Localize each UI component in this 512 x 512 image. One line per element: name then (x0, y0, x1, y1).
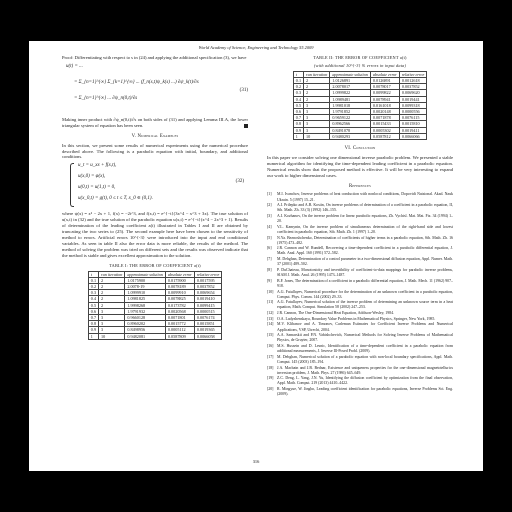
table-caption: TABLE I: THE ERROR OF COEFFICIENT a(t) (109, 262, 201, 268)
table-caption: TABLE II: THE ERROR OF COEFFICIENT a(t) (313, 55, 407, 60)
column-header: t (88, 271, 98, 277)
table-cell: 0.0069620 (399, 90, 426, 96)
paper-page (29, 41, 483, 471)
reference-item (267, 246, 453, 256)
table-cell: 3 (99, 314, 125, 320)
reference-item (267, 376, 453, 386)
column-header: run iteration (304, 71, 330, 77)
proof-end (62, 117, 248, 129)
reference-text: J.R. Cannon, The One-Dimensional Heat Equation, Addison-Wesley, 1984. (277, 311, 395, 316)
table-cell: 0.0175900 (165, 277, 194, 283)
table-cell: 0.5 (293, 102, 303, 108)
table-cell: 2 (99, 290, 125, 296)
table-cell: 0.5 (88, 302, 98, 308)
table-cell: 0.0020568 (165, 308, 194, 314)
table-cell: 0.0078189 (165, 283, 194, 289)
reference-tag: [3] (267, 214, 272, 219)
reference-item (267, 279, 453, 289)
table-cell: 0.0015772 (165, 321, 194, 327)
reference-text: M.I. Ivanchov, Inverse problems of heat conduction with nonlocal conditions, Dopovidi Natsional. Akad. Nauk Ukrain. 5 (1997) 15–21. (277, 192, 453, 202)
table-cell: 0.0071878 (370, 115, 399, 121)
reference-item (267, 192, 453, 202)
table-cell: 0.8498956 (125, 327, 166, 333)
table-cell: 0.9659122 (330, 115, 371, 121)
table-cell: 1.0989481 (330, 96, 371, 102)
table-cell: 0.0587809 (165, 333, 194, 339)
table-cell: 0.8962566 (330, 121, 371, 127)
section-heading: V. Numerical Examples (131, 133, 179, 139)
table-cell: 1 (88, 333, 98, 339)
qed-mark (244, 124, 248, 128)
reference-tag: [5] (267, 235, 272, 240)
table-cell: 0.9 (88, 327, 98, 333)
table-cell: 0.8960202 (125, 321, 166, 327)
table-cell: 1.9791852 (330, 109, 371, 115)
running-header: World Academy of Science, Engineering and Technology 55 2009 (198, 45, 314, 50)
column-header: t (293, 71, 303, 77)
table-cell: 0.8491078 (330, 127, 371, 133)
table-row (88, 333, 221, 339)
reference-item (267, 300, 453, 310)
table-cell: 0.9480293 (330, 133, 371, 139)
column-header: relative error (399, 71, 426, 77)
reference-tag: [17] (267, 354, 274, 359)
reference-item (267, 322, 453, 332)
table-cell: 0.0020148 (370, 109, 399, 115)
table-cell: 2 (99, 277, 125, 283)
table-cell: 1.9981018 (330, 102, 371, 108)
right-column (267, 55, 453, 398)
proof-intro: Proof: Differentiating with respect to s in (24) and applying the additional specification (3), we have (62, 55, 247, 60)
table-cell: 0.0019410 (194, 296, 221, 302)
reference-text: M.V. Klibanov and A. Timonov, Carleman Estimates for Coefficient Inverse Problems and Numerical Applications, VSP, Utrecht, 2004. (277, 322, 453, 332)
reference-tag: [18] (267, 365, 274, 370)
table-cell: 2 (99, 302, 125, 308)
table-cell: 0.3 (88, 290, 98, 296)
table-cell: 0.0071801 (165, 314, 194, 320)
column-header: run iteration (99, 271, 125, 277)
table-cell: 0.1 (293, 78, 303, 84)
column-header: absolute error (370, 71, 399, 77)
table-cell: 2.0078017 (330, 84, 371, 90)
reference-item (267, 257, 453, 267)
reference-tag: [20] (267, 387, 274, 392)
table-cell: 3 (304, 109, 330, 115)
table-subcaption: (with additional 10^{-3} % errors in input data) (313, 62, 407, 68)
reference-item (267, 236, 453, 246)
table-cell: 2 (304, 90, 330, 96)
table-cell: 0.9 (293, 127, 303, 133)
reference-text: M.S. Hussein and D. Lesnic, Identification of a time-dependent coefficient in a parabolic equation from additional measurements, J. Inverse Ill-Posed Probl. (2009). (277, 344, 453, 354)
table-cell: 1.0175900 (125, 277, 166, 283)
table-cell: 0.6 (88, 308, 98, 314)
table-cell: 1.0999822 (330, 90, 371, 96)
equation-number: (31) (239, 87, 248, 93)
table-cell: 2 (99, 283, 125, 289)
column-header: approximate solution (125, 271, 166, 277)
table-1 (88, 271, 222, 340)
reference-text: A.A. Samarskii and P.N. Vabishchevich, Numerical Methods for Solving Inverse Problems of Mathematical Physics, de Gruyter, 2007. (277, 333, 453, 343)
table-cell: 3 (304, 121, 330, 127)
reference-tag: [12] (267, 311, 274, 316)
column-header: approximate solution (330, 71, 371, 77)
reference-tag: [7] (267, 257, 272, 262)
equation-line: u(x_0,t) = g(t), 0 ≤ t ≤ T, x_0 ∈ (0,1). (78, 196, 153, 202)
table-cell: 0.0005112 (165, 327, 194, 333)
equation-line: = Σ_{n=1}^{∞} ... ∂ψ_n(0,t)/∂s (74, 95, 138, 101)
reference-text: V.L. Kamynin, On the inverse problem of simultaneous determination of the right-hand side and lowest coefficient in parabolic equation, Sib. Math. Zh. 1 (1997) 1–20. (277, 224, 453, 234)
table-cell: 0.0099910 (165, 290, 194, 296)
table-cell: 0.0019441 (399, 96, 426, 102)
equation-line: u(x,0) = φ(x), (78, 174, 106, 180)
equation-31 (62, 64, 248, 114)
reference-item (267, 333, 453, 343)
table-cell: 1.0126891 (330, 78, 371, 84)
table-cell: 0.9660128 (125, 314, 166, 320)
reference-item (267, 387, 453, 397)
reference-item (267, 203, 453, 213)
table-cell: 0.0099822 (370, 90, 399, 96)
paragraph: where ψ(x) = x² − 2x + 1, f(x) = −2t^3, and f(x,t) = e^{−t}(3x^4 − x^3 + 3x). The true solution of u(x,t) in (32) and the true solution of the parabolic equation u(x,t) = e^{−t}(x^4 − 2x^3 + 1). Results of determination of the leading coefficient a(t) illustrated in Tables I and II are obtained by truncating the two series to (25). The second example here have been chosen to the sensitivity of method to errors. Artificial errors 10^{-3} were introduced into the input and end conditional variables. As seen in table II also the error data is more reliable, the results of the method. The method of solving the problem was tried on different sets and the results was observed indicate that the method is stable and gives excellent approximation to the solution. (62, 211, 248, 258)
table-cell: 0.3 (293, 90, 303, 96)
reference-text: P. DuChateau, Monotonicity and invertibility of coefficient-to-data mappings for parabolic inverse problems, SIAM J. Math. Anal. 26 (1995) 1473–1487. (277, 267, 453, 278)
table-cell: 0.0069654 (194, 290, 221, 296)
equation-line: u_t = u_xx + f(x,t), (78, 163, 117, 169)
proof-end-text: Making inner product with ∂ψ_n(0,t)/∂s on both sides of (31) and applying Lemma III.A, the lower triangular system of equation has been seen. (62, 116, 248, 128)
equation-32 (70, 163, 248, 207)
table-body (88, 277, 221, 339)
table-cell: 0.1 (88, 277, 98, 283)
table-cell: 0.0015433 (370, 121, 399, 127)
brace (70, 163, 74, 207)
reference-list (267, 192, 453, 397)
table-cell: 0.2 (293, 84, 303, 90)
column-header: relative error (194, 271, 221, 277)
reference-text: A.I. Kozhanov, On the inverse problem for linear parabolic equations, Zh. Vychisl. Mat. Mat. Fiz. 34 (1994) 1–20. (277, 214, 453, 224)
table-cell: 0.0019365 (194, 327, 221, 333)
table-cell: 10 (99, 333, 125, 339)
reference-tag: [1] (267, 192, 272, 197)
table-cell: 2 (304, 78, 330, 84)
table-2 (293, 71, 427, 140)
table-cell: 0.0076115 (399, 115, 426, 121)
table-cell: 0.0099318 (399, 102, 426, 108)
table-row (293, 133, 426, 139)
table-cell: 0.7 (88, 314, 98, 320)
table-header-row (88, 271, 221, 277)
table-cell: 0.0587812 (370, 133, 399, 139)
reference-tag: [2] (267, 203, 272, 208)
reference-text: N.Ya. Beznoshchenko, Determination of coefficients of higher terms in a parabolic equation, Sib. Math. Zh. 16 (1975) 473–482. (277, 235, 453, 245)
equation-line: = Σ_{n=1}^{∞} Σ_{k=1}^{∞} ... (f_n(s,t)ψ_k(s) ...) ∂ψ_k(t)/∂s (74, 79, 199, 85)
reference-tag: [10] (267, 289, 274, 294)
reference-item (267, 268, 453, 278)
table-cell: 0.4 (293, 96, 303, 102)
table-cell: 2 (304, 96, 330, 102)
table-cell: 10 (304, 133, 330, 139)
table-cell: 0.0126891 (370, 78, 399, 84)
reference-text: A.I. Prilepko and A.B. Kostin, On inverse problems of determination of a coefficient in a parabolic equation, II, Sib. Math. Zh. 33 (3) (1992) 146–155. (277, 203, 453, 213)
table-cell: 1 (293, 133, 303, 139)
table-cell: 0.0015851 (194, 321, 221, 327)
table-cell: 2 (304, 84, 330, 90)
reference-tag: [4] (267, 224, 272, 229)
reference-item (267, 225, 453, 235)
table-cell: 0.0017595 (194, 277, 221, 283)
reference-item (267, 366, 453, 376)
table-cell: 1.9998268 (125, 302, 166, 308)
table-cell: 0.0078017 (370, 84, 399, 90)
reference-tag: [9] (267, 278, 272, 283)
table-cell: 0.0173782 (165, 302, 194, 308)
table-cell: 2.0078-19 (125, 283, 166, 289)
table-cell: 2 (99, 296, 125, 302)
reference-tag: [11] (267, 300, 274, 305)
reference-text: Z.C. Deng, L. Yang, J.N. Yu, Identifying the diffusion coefficient by optimization from the final observation, Appl. Math. Comput. 219 (2013) 4410–4422. (277, 376, 453, 386)
table-cell: 0.8 (88, 321, 98, 327)
table-cell: 0.0099415 (194, 302, 221, 308)
references-heading: References (348, 183, 372, 189)
table-cell: 0.0037852 (194, 283, 221, 289)
table-cell: 0.0012618 (399, 78, 426, 84)
reference-tag: [16] (267, 344, 274, 349)
equation-number: (32) (235, 179, 244, 185)
paragraph: In this paper we consider solving one dimensional inverse parabolic problem. We presented a stable numerical algorithm for identifying the time-dependent leading coefficient in a parabolic equation. Numerical results show that the proposed method is effective. It will be very interesting to expand our work to higher dimensional cases. (267, 154, 453, 178)
section-heading: VI. Conclusion (344, 146, 376, 152)
table-body (293, 78, 426, 140)
reference-tag: [8] (267, 267, 272, 272)
table-cell: 3 (304, 115, 330, 121)
reference-text: J.A. Macbain and J.B. Bednar, Existence and uniqueness properties for the one-dimensional magnetotellurics inversion problem, J. Math. Phys. 27 (1986) 645–649. (277, 365, 453, 375)
table-header-row (293, 71, 426, 77)
reference-text: J.R. Cannon and W. Rundell, Recovering a time-dependent coefficient in a parabolic differential equation, J. Math. Anal. Appl. 160 (1991) 572–582. (277, 246, 453, 256)
table-cell: 3 (304, 127, 330, 133)
equation-line: u(t) = ... (66, 63, 83, 69)
reference-item (267, 355, 453, 365)
left-column (62, 55, 248, 340)
paragraph: In this section, we present some results of numerical experiments using the numerical procedure described above. The following is a parabolic equation with initial, boundary, and additional conditions. (62, 142, 248, 160)
reference-text: O.A. Ladyzhenskaya, Boundary Value Problems in Mathematical Physics, Springer, New York, 1985. (277, 316, 436, 321)
page-number: 316 (252, 459, 260, 464)
table-cell: 0.0078825 (165, 296, 194, 302)
table-cell: 1.0999910 (125, 290, 166, 296)
table-cell: 0.0161018 (370, 102, 399, 108)
column-header: absolute error (165, 271, 194, 277)
equation-line: u(0,t) = u(1,t) = 0, (78, 185, 116, 191)
table-cell: 0.0066058 (194, 333, 221, 339)
table-cell: 0.0019411 (399, 127, 426, 133)
reference-item (267, 317, 453, 322)
table-cell: 0.0066066 (399, 133, 426, 139)
reference-text: A.G. Fatullayev, Numerical procedure for the determination of an unknown coefficient in a parabolic equation, Comput. Phys. Comm. 144 (2002) 29–33. (277, 289, 453, 299)
table-cell: 0.0076174 (194, 314, 221, 320)
table-cell: 0.8 (293, 121, 303, 127)
reference-item (267, 214, 453, 224)
table-cell: 0.6 (293, 109, 303, 115)
table-cell: 0.4 (88, 296, 98, 302)
table-cell: 0.0037852 (399, 84, 426, 90)
reference-item (267, 290, 453, 300)
reference-item (267, 311, 453, 316)
table-cell: 0.0000515 (194, 308, 221, 314)
reference-text: B.F. Jones, The determination of a coefficient in a parabolic differential equation, J. Math. Mech. 11 (1962) 907–918. (277, 278, 453, 288)
table-cell: 3 (99, 308, 125, 314)
reference-tag: [6] (267, 246, 272, 251)
table-cell: 1.0981825 (125, 296, 166, 302)
table-cell: 3 (99, 321, 125, 327)
reference-text: R. Mingyue, W. Jingbo, Leading coefficient identification for parabolic equations, Inverse Problems Sci. Eng. (2009). (277, 387, 453, 397)
reference-text: M. Dehghan, Numerical solution of a parabolic equation with non-local boundary specifications, Appl. Math. Comput. 145 (2003) 185–194. (277, 354, 453, 364)
table-cell: 0.0078941 (370, 96, 399, 102)
reference-text: M. Dehghan, Determination of a control parameter in a two-dimensional diffusion equation, Appl. Numer. Math. 37 (2001) 489–502. (277, 257, 453, 267)
table-cell: 0.9482081 (125, 333, 166, 339)
reference-tag: [15] (267, 333, 274, 338)
table-cell: 0.2 (88, 283, 98, 289)
reference-text: A.G. Fatullayev, Numerical solution of the inverse problem of determining an unknown source term in a heat equation, Math. Comput. Simulation 58 (2002) 247–253. (277, 300, 453, 310)
table-cell: 3 (99, 327, 125, 333)
reference-tag: [19] (267, 376, 274, 381)
reference-tag: [13] (267, 316, 274, 321)
table-cell: 3 (304, 102, 330, 108)
table-cell: 1.9791932 (125, 308, 166, 314)
table-cell: 0.0005302 (370, 127, 399, 133)
reference-item (267, 344, 453, 354)
reference-tag: [14] (267, 322, 274, 327)
table-cell: 0.7 (293, 115, 303, 121)
table-cell: 0.0015810 (399, 121, 426, 127)
table-cell: 0.0000556 (399, 109, 426, 115)
